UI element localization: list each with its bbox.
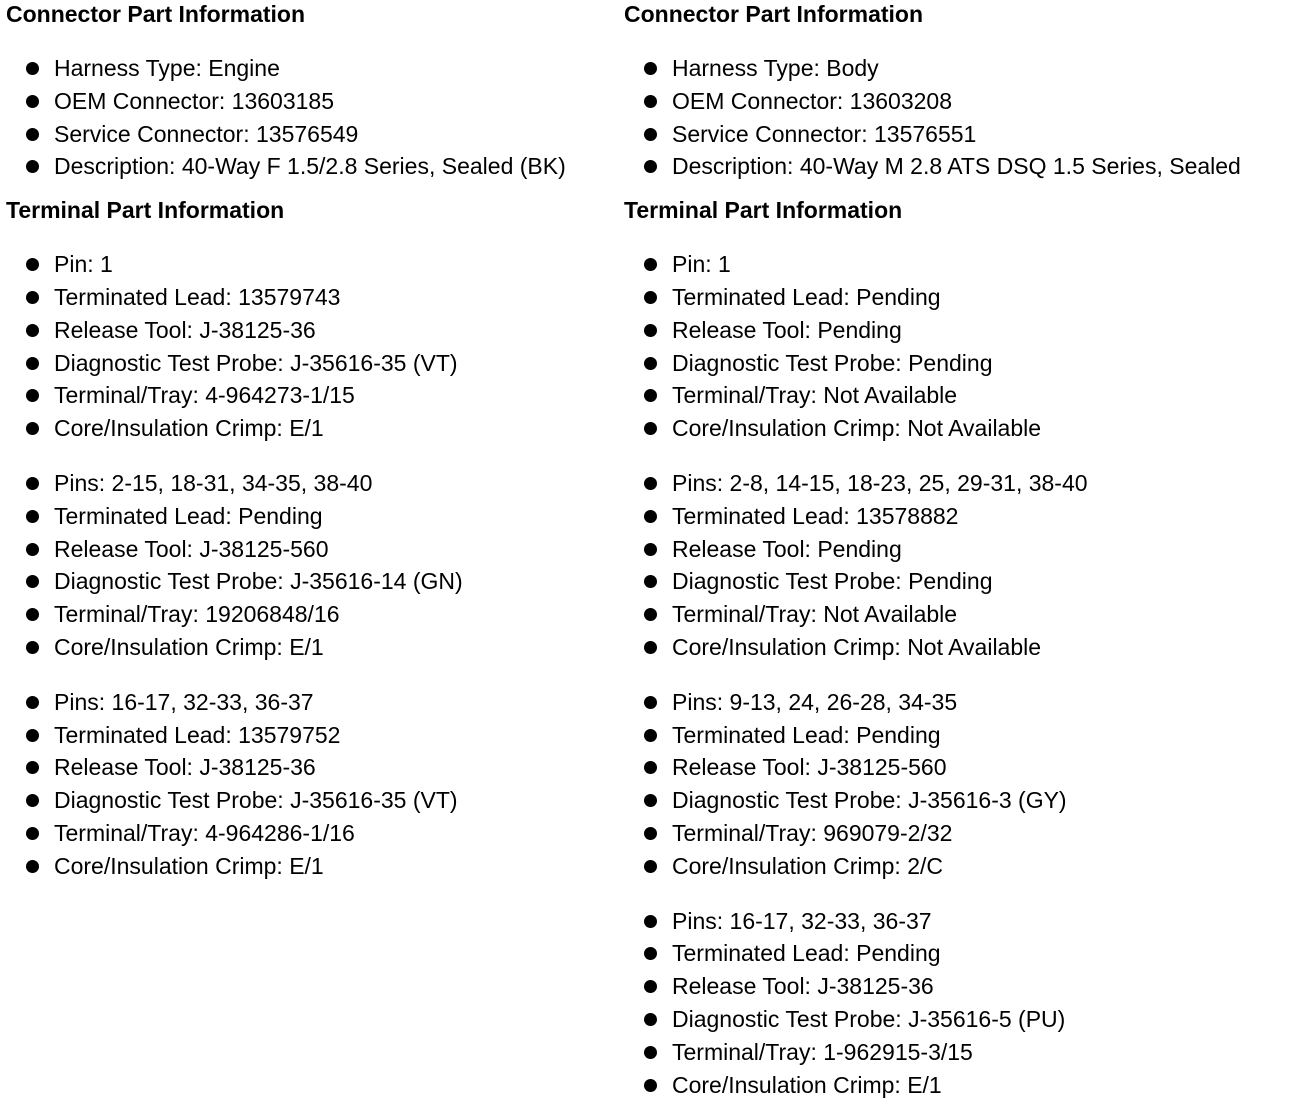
bullet-icon (644, 1079, 657, 1092)
pins-text: Pin: 1 (54, 251, 113, 278)
bullet-icon (644, 258, 657, 271)
release-tool-text: Release Tool: J-38125-36 (54, 754, 316, 781)
terminal-tray-text: Terminal/Tray: Not Available (672, 601, 958, 628)
list-item (624, 412, 1308, 445)
bullet-icon (26, 477, 39, 490)
list-item (624, 1003, 1308, 1036)
test-probe-text: Diagnostic Test Probe: Pending (672, 349, 993, 376)
list-item (6, 533, 616, 566)
harness-type-text: Harness Type: Engine (54, 55, 280, 81)
list-item (624, 1036, 1308, 1069)
bullet-icon (644, 860, 657, 873)
release-tool-text: Release Tool: J-38125-36 (54, 316, 316, 343)
list-item (624, 565, 1308, 598)
release-tool-text: Release Tool: J-38125-36 (672, 973, 934, 1000)
terminal-tray-text: Terminal/Tray: 4-964286-1/16 (54, 819, 355, 846)
list-item (624, 817, 1308, 850)
terminal-group (624, 686, 1308, 883)
list-item (624, 1069, 1308, 1102)
pins-text: Pins: 2-8, 14-15, 18-23, 25, 29-31, 38-40 (672, 469, 1088, 496)
list-item (624, 314, 1308, 347)
list-item (624, 150, 1308, 183)
list-item (6, 150, 616, 183)
list-item (6, 751, 616, 784)
oem-connector-text: OEM Connector: 13603185 (54, 87, 335, 114)
bullet-icon (644, 761, 657, 774)
bullet-icon (644, 729, 657, 742)
list-item (624, 281, 1308, 314)
crimp-text: Core/Insulation Crimp: E/1 (672, 1071, 942, 1098)
bullet-icon (26, 641, 39, 654)
list-item (6, 52, 616, 85)
bullet-icon (26, 389, 39, 402)
terminated-lead-text: Terminated Lead: 13578882 (672, 502, 959, 529)
connector-info-list (6, 52, 616, 183)
terminated-lead-text: Terminated Lead: Pending (54, 502, 323, 529)
bullet-icon (644, 291, 657, 304)
service-connector-text: Service Connector: 13576549 (54, 120, 359, 147)
test-probe-text: Diagnostic Test Probe: J-35616-3 (GY) (672, 787, 1067, 814)
terminal-part-heading: Terminal Part Information (6, 197, 285, 224)
terminal-group (624, 467, 1308, 664)
bullet-icon (644, 696, 657, 709)
list-item (624, 467, 1308, 500)
left-connector-column (6, 0, 616, 883)
release-tool-text: Release Tool: Pending (672, 316, 902, 343)
terminal-tray-text: Terminal/Tray: 969079-2/32 (672, 819, 953, 846)
bullet-icon (644, 95, 657, 108)
bullet-icon (26, 510, 39, 523)
list-item (6, 347, 616, 380)
test-probe-text: Diagnostic Test Probe: J-35616-5 (PU) (672, 1005, 1066, 1032)
list-item (624, 905, 1308, 938)
bullet-icon (26, 258, 39, 271)
bullet-icon (644, 575, 657, 588)
bullet-icon (644, 641, 657, 654)
terminal-group (624, 905, 1308, 1102)
description-text: Description: 40-Way F 1.5/2.8 Series, Sealed (BK) (54, 153, 566, 180)
terminal-tray-text: Terminal/Tray: Not Available (672, 382, 958, 409)
test-probe-text: Diagnostic Test Probe: J-35616-35 (VT) (54, 787, 458, 814)
list-item (624, 379, 1308, 412)
terminal-tray-text: Terminal/Tray: 1-962915-3/15 (672, 1038, 973, 1065)
list-item (6, 248, 616, 281)
crimp-text: Core/Insulation Crimp: Not Available (672, 633, 1042, 660)
pins-text: Pins: 16-17, 32-33, 36-37 (54, 688, 314, 715)
bullet-icon (644, 608, 657, 621)
crimp-text: Core/Insulation Crimp: 2/C (672, 852, 943, 879)
crimp-text: Core/Insulation Crimp: Not Available (672, 415, 1042, 442)
list-item (6, 500, 616, 533)
list-item (6, 565, 616, 598)
bullet-icon (644, 357, 657, 370)
bullet-icon (644, 947, 657, 960)
bullet-icon (644, 324, 657, 337)
bullet-icon (644, 389, 657, 402)
list-item (624, 85, 1308, 118)
list-item (6, 314, 616, 347)
list-item (6, 467, 616, 500)
list-item (6, 598, 616, 631)
pins-text: Pins: 2-15, 18-31, 34-35, 38-40 (54, 469, 373, 496)
pins-text: Pin: 1 (672, 251, 731, 278)
list-item (624, 937, 1308, 970)
list-item (624, 533, 1308, 566)
test-probe-text: Diagnostic Test Probe: J-35616-35 (VT) (54, 349, 458, 376)
bullet-icon (26, 794, 39, 807)
list-item (6, 719, 616, 752)
terminal-group (6, 248, 616, 445)
list-item (624, 598, 1308, 631)
list-item (6, 85, 616, 118)
pins-text: Pins: 9-13, 24, 26-28, 34-35 (672, 688, 958, 715)
release-tool-text: Release Tool: J-38125-560 (54, 535, 329, 562)
terminal-tray-text: Terminal/Tray: 4-964273-1/15 (54, 382, 355, 409)
list-item (624, 347, 1308, 380)
list-item (6, 631, 616, 664)
terminal-tray-text: Terminal/Tray: 19206848/16 (54, 601, 340, 628)
bullet-icon (26, 729, 39, 742)
bullet-icon (26, 291, 39, 304)
bullet-icon (26, 160, 39, 173)
test-probe-text: Diagnostic Test Probe: J-35616-14 (GN) (54, 568, 463, 595)
crimp-text: Core/Insulation Crimp: E/1 (54, 633, 324, 660)
bullet-icon (644, 794, 657, 807)
bullet-icon (26, 324, 39, 337)
terminal-group (6, 467, 616, 664)
bullet-icon (26, 95, 39, 108)
bullet-icon (26, 696, 39, 709)
bullet-icon (644, 422, 657, 435)
bullet-icon (644, 980, 657, 993)
bullet-icon (26, 128, 39, 141)
right-connector-column (624, 0, 1308, 1101)
bullet-icon (26, 62, 39, 75)
terminated-lead-text: Terminated Lead: Pending (672, 940, 941, 967)
release-tool-text: Release Tool: Pending (672, 535, 902, 562)
list-item (624, 52, 1308, 85)
list-item (6, 412, 616, 445)
connector-part-heading: Connector Part Information (624, 1, 924, 27)
description-text: Description: 40-Way M 2.8 ATS DSQ 1.5 Series, Sealed (672, 153, 1241, 180)
list-item (6, 118, 616, 151)
terminated-lead-text: Terminated Lead: Pending (672, 721, 941, 748)
terminal-group (6, 686, 616, 883)
bullet-icon (644, 827, 657, 840)
bullet-icon (644, 915, 657, 928)
service-connector-text: Service Connector: 13576551 (672, 120, 977, 147)
connector-part-heading: Connector Part Information (6, 1, 306, 27)
list-item (624, 631, 1308, 664)
crimp-text: Core/Insulation Crimp: E/1 (54, 415, 324, 442)
bullet-icon (26, 543, 39, 556)
list-item (624, 850, 1308, 883)
list-item (6, 850, 616, 883)
bullet-icon (644, 1013, 657, 1026)
list-item (624, 118, 1308, 151)
test-probe-text: Diagnostic Test Probe: Pending (672, 568, 993, 595)
bullet-icon (26, 422, 39, 435)
list-item (6, 281, 616, 314)
crimp-text: Core/Insulation Crimp: E/1 (54, 852, 324, 879)
bullet-icon (26, 357, 39, 370)
list-item (624, 500, 1308, 533)
bullet-icon (644, 1046, 657, 1059)
connector-info-list (624, 52, 1308, 183)
terminated-lead-text: Terminated Lead: Pending (672, 283, 941, 310)
list-item (624, 970, 1308, 1003)
list-item (624, 784, 1308, 817)
bullet-icon (26, 761, 39, 774)
list-item (624, 686, 1308, 719)
bullet-icon (26, 575, 39, 588)
bullet-icon (26, 860, 39, 873)
bullet-icon (26, 827, 39, 840)
list-item (624, 248, 1308, 281)
list-item (624, 719, 1308, 752)
bullet-icon (644, 62, 657, 75)
terminated-lead-text: Terminated Lead: 13579752 (54, 721, 341, 748)
pins-text: Pins: 16-17, 32-33, 36-37 (672, 907, 932, 934)
terminal-part-heading: Terminal Part Information (624, 197, 903, 224)
bullet-icon (644, 160, 657, 173)
bullet-icon (644, 477, 657, 490)
oem-connector-text: OEM Connector: 13603208 (672, 87, 953, 114)
terminated-lead-text: Terminated Lead: 13579743 (54, 283, 341, 310)
release-tool-text: Release Tool: J-38125-560 (672, 754, 947, 781)
bullet-icon (26, 608, 39, 621)
list-item (6, 817, 616, 850)
list-item (6, 686, 616, 719)
list-item (624, 751, 1308, 784)
bullet-icon (644, 543, 657, 556)
list-item (6, 379, 616, 412)
list-item (6, 784, 616, 817)
harness-type-text: Harness Type: Body (672, 55, 879, 81)
bullet-icon (644, 510, 657, 523)
bullet-icon (644, 128, 657, 141)
terminal-group (624, 248, 1308, 445)
